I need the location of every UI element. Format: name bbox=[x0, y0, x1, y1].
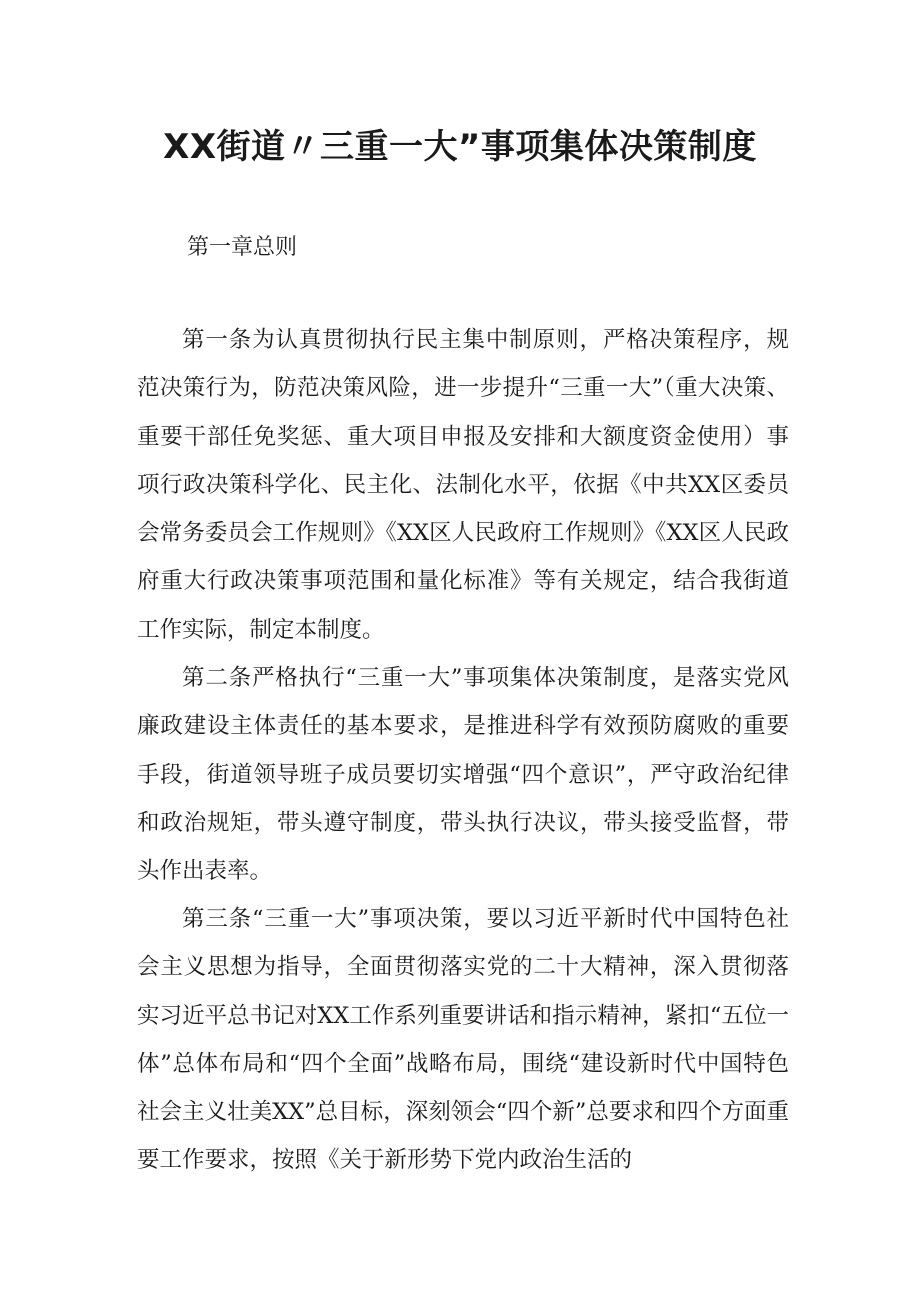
article-1-paragraph: 第一条为认真贯彻执行民主集中制原则，严格决策程序，规范决策行为，防范决策风险，进一步提升“三重一大”（重大决策、重要干部任免奖惩、重大项目申报及安排和大额度资金使用）事项行政决策科学化、民主化、法制化水平，依据《中共XX区委员会常务委员会工作规则》《XX区人民政府工作规则》《XX区人民政府重大行政决策事项范围和量化标准》等有关规定，结合我街道工作实际，制定本制度。 bbox=[137, 327, 789, 643]
article-3-paragraph: 第三条“三重一大”事项决策，要以习近平新时代中国特色社会主义思想为指导，全面贯彻落实党的二十大精神，深入贯彻落实习近平总书记对XX工作系列重要讲话和指示精神，紧扣“五位一体”总体布局和“四个全面”战略布局，围绕“建设新时代中国特色社会主义壮美XX”总目标，深刻领会“四个新”总要求和四个方面重要工作要求，按照《关于新形势下党内政治生活的 bbox=[137, 906, 789, 1174]
document-title: XX街道〃三重一大”事项集体决策制度 bbox=[163, 127, 757, 167]
article-2-paragraph: 第二条严格执行“三重一大”事项集体决策制度，是落实党风廉政建设主体责任的基本要求，是推进科学有效预防腐败的重要手段，街道领导班子成员要切实增强“四个意识”，严守政治纪律和政治规矩，带头遵守制度，带头执行决议，带头接受监督，带头作出表率。 bbox=[137, 665, 789, 885]
chapter-heading: 第一章总则 bbox=[187, 235, 298, 260]
